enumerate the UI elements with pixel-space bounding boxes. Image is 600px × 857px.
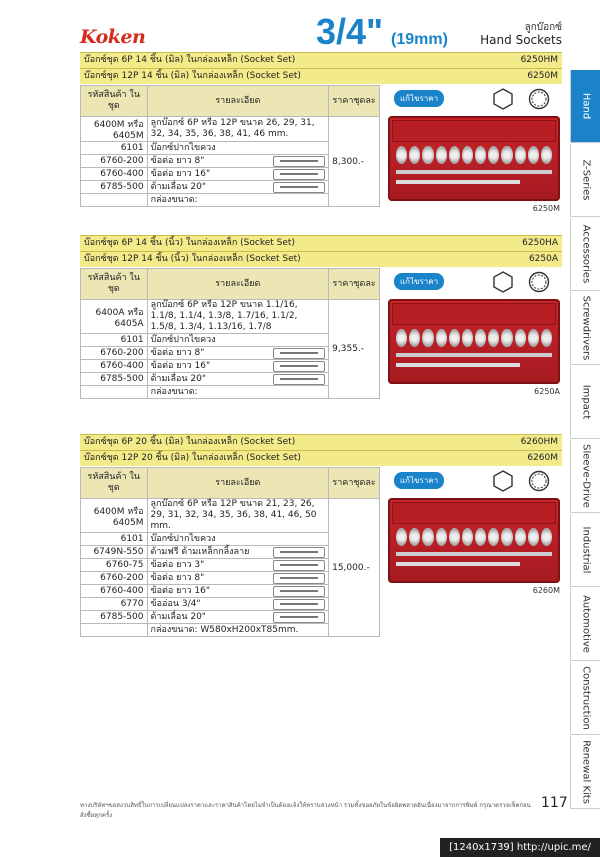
socket xyxy=(436,528,447,546)
set-code: 6250HA xyxy=(522,238,558,248)
item-code: 6749N-550 xyxy=(81,546,148,559)
tab-label: Industrial xyxy=(580,526,592,574)
item-detail xyxy=(147,373,329,386)
item-detail-text: ด้ามเลื่อน 20" xyxy=(150,611,206,622)
sliding-handle xyxy=(396,363,520,367)
item-detail xyxy=(147,334,329,347)
socket xyxy=(541,329,552,347)
item-detail-text: กล่องขนาด: W580xH200xT85mm. xyxy=(150,624,299,635)
tab-label: Accessories xyxy=(580,224,592,284)
item-detail-row xyxy=(151,374,326,385)
item-detail-row xyxy=(151,182,326,193)
item-detail-text: ข้อต่อ ยาว 16" xyxy=(150,360,211,371)
socket xyxy=(541,146,552,164)
item-detail xyxy=(147,585,329,598)
socket xyxy=(449,329,460,347)
category-thai: ลูกบ๊อกซ์ xyxy=(524,22,562,33)
item-code: 6101 xyxy=(81,334,148,347)
set-case-image xyxy=(388,470,562,610)
socket xyxy=(462,528,473,546)
tab-label: Screwdrivers xyxy=(580,295,592,361)
item-detail xyxy=(147,611,329,624)
socket xyxy=(475,528,486,546)
item-detail xyxy=(147,155,329,168)
case-lid xyxy=(392,303,556,325)
item-detail-row xyxy=(151,573,326,584)
case-model-label: 6260M xyxy=(532,586,560,595)
set-title-bar xyxy=(80,68,562,84)
tab-z-series[interactable] xyxy=(570,144,600,217)
set-title-bar xyxy=(80,251,562,267)
tab-screwdrivers[interactable] xyxy=(570,292,600,365)
item-code: 6760-400 xyxy=(81,585,148,598)
item-detail-text: ด้ามเลื่อน 20" xyxy=(150,373,207,384)
column-detail-header: รายละเอียด xyxy=(147,269,329,300)
set-code: 6250HM xyxy=(520,55,558,65)
item-detail-text: ด้ามเลื่อน 20" xyxy=(150,181,207,192)
column-price-header: ราคาชุดละ xyxy=(329,269,380,300)
item-detail xyxy=(147,360,329,373)
red-tool-case xyxy=(388,299,560,384)
tab-construction[interactable] xyxy=(570,662,600,735)
item-code: 6101 xyxy=(81,142,148,155)
socket xyxy=(501,528,512,546)
set-price: 15,000.- xyxy=(329,499,380,637)
sliding-handle xyxy=(396,562,520,566)
item-detail-row xyxy=(151,560,326,571)
item-detail-text: ด้ามฟรี ด้ามเหล็กกลิ้งลาย xyxy=(150,546,250,557)
set-title-bar xyxy=(80,434,562,450)
tab-label: Renewal Kits xyxy=(580,740,592,804)
set-code: 6260M xyxy=(527,453,558,463)
item-detail-text: บ๊อกซ์ปากไขควง xyxy=(150,142,216,153)
item-detail-text: ข้ออ่อน 3/4" xyxy=(150,598,201,609)
extension-bar xyxy=(396,552,552,556)
case-lid xyxy=(392,120,556,142)
tab-label: Automotive xyxy=(580,595,592,653)
item-code: 6101 xyxy=(81,533,148,546)
tool-icon xyxy=(273,547,325,558)
item-detail-row xyxy=(151,534,326,545)
item-detail xyxy=(147,117,329,142)
price-revised-badge: แก้ไขราคา xyxy=(394,273,444,290)
tool-icon xyxy=(273,361,325,372)
item-code: 6760-75 xyxy=(81,559,148,572)
item-detail-row xyxy=(151,625,326,636)
socket xyxy=(449,146,460,164)
set-case-image xyxy=(388,88,562,228)
socket xyxy=(475,329,486,347)
footnote: ทางบริษัทฯขอสงวนสิทธิ์ในการเปลี่ยนแปลงราคาและราคาสินค้าโดยไม่จำเป็นต้องแจ้งให้ทราบล่วงหน้า รวมทั้งขออภัยในข้อผิดพลาดอันเนื่องมาจากการพิมพ์ กรุณาตรวจเช็คก่อนสั่งซื้อทุกครั้ง xyxy=(80,802,531,819)
column-code-header: รหัสสินค้า ในชุด xyxy=(81,468,148,499)
item-detail-text: ลูกบ๊อกซ์ 6P หรือ 12P ขนาด 1.1/16, 1.1/8, 1.1/4, 1.3/8, 1.7/16, 1.1/2, 1.5/8, 1.3/4, 1.13/16, 1.7/8 xyxy=(150,300,298,332)
column-price-header: ราคาชุดละ xyxy=(329,468,380,499)
price-revised-badge: แก้ไขราคา xyxy=(394,472,444,489)
socket xyxy=(396,146,407,164)
item-detail xyxy=(147,598,329,611)
item-detail-text: บ๊อกซ์ปากไขควง xyxy=(150,533,216,544)
red-tool-case xyxy=(388,116,560,201)
item-detail-row xyxy=(151,547,326,558)
item-code xyxy=(81,386,148,399)
hex-socket-icon xyxy=(492,470,514,492)
socket xyxy=(541,528,552,546)
tab-industrial[interactable] xyxy=(570,514,600,587)
item-detail xyxy=(147,142,329,155)
socket xyxy=(422,329,433,347)
tool-icon xyxy=(273,560,325,571)
item-detail xyxy=(147,559,329,572)
red-tool-case xyxy=(388,498,560,583)
item-detail xyxy=(147,168,329,181)
socket xyxy=(396,329,407,347)
tab-sleeve-drive[interactable] xyxy=(570,440,600,513)
brand-logo: Koken xyxy=(80,26,146,48)
tool-icon xyxy=(273,573,325,584)
item-code xyxy=(81,624,148,637)
socket xyxy=(462,146,473,164)
socket xyxy=(409,528,420,546)
item-detail-row xyxy=(151,348,326,359)
socket xyxy=(515,329,526,347)
item-detail xyxy=(147,181,329,194)
tab-renewal-kits[interactable] xyxy=(570,736,600,809)
sliding-handle xyxy=(396,180,520,184)
item-detail xyxy=(147,347,329,360)
tool-icon xyxy=(273,156,325,167)
set-case-image xyxy=(388,271,562,411)
item-detail xyxy=(147,624,329,637)
item-code: 6785-500 xyxy=(81,181,148,194)
set-title: บ๊อกซ์ชุด 12P 20 ชิ้น (มิล) ในกล่องเหล็ก (Socket Set) xyxy=(84,453,301,463)
case-lid xyxy=(392,502,556,524)
item-detail-row xyxy=(151,335,326,346)
column-detail-header: รายละเอียด xyxy=(147,468,329,499)
set-title: บ๊อกซ์ชุด 6P 14 ชิ้น (นิ้ว) ในกล่องเหล็ก (Socket Set) xyxy=(84,238,295,248)
section-6250 xyxy=(80,52,562,212)
table-row xyxy=(81,300,380,334)
image-credit: [1240x1739] http://upic.me/ xyxy=(440,838,600,857)
socket-row xyxy=(396,329,552,347)
item-detail-text: ข้อต่อ ยาว 8" xyxy=(150,155,205,166)
tab-impact[interactable] xyxy=(570,366,600,439)
tool-icon xyxy=(273,374,325,385)
tab-hand[interactable] xyxy=(570,70,600,143)
item-detail-text: กล่องขนาด: xyxy=(150,386,198,397)
socket xyxy=(475,146,486,164)
set-title: บ๊อกซ์ชุด 6P 20 ชิ้น (มิล) ในกล่องเหล็ก (Socket Set) xyxy=(84,437,296,447)
tab-label: Hand xyxy=(580,92,592,120)
category-english: Hand Sockets xyxy=(480,33,562,47)
tool-icon xyxy=(273,169,325,180)
item-detail-text: ข้อต่อ ยาว 8" xyxy=(150,572,205,583)
socket-row xyxy=(396,528,552,546)
item-code: 6400M หรือ 6405M xyxy=(81,499,148,533)
table-row xyxy=(81,499,380,533)
column-detail-header: รายละเอียด xyxy=(147,86,329,117)
hex-socket-icon xyxy=(492,88,514,110)
spec-table xyxy=(80,85,380,207)
section-6250a xyxy=(80,235,562,410)
socket xyxy=(396,528,407,546)
socket xyxy=(488,528,499,546)
item-detail-text: ลูกบ๊อกซ์ 6P หรือ 12P ขนาด 26, 29, 31, 32, 34, 35, 36, 38, 41, 46 mm. xyxy=(150,118,315,139)
item-detail-row xyxy=(151,300,326,333)
item-detail-text: กล่องขนาด: xyxy=(150,194,198,205)
socket xyxy=(449,528,460,546)
set-title-bar xyxy=(80,52,562,68)
socket xyxy=(422,528,433,546)
socket xyxy=(528,329,539,347)
socket xyxy=(436,146,447,164)
item-detail xyxy=(147,300,329,334)
set-title: บ๊อกซ์ชุด 6P 14 ชิ้น (มิล) ในกล่องเหล็ก (Socket Set) xyxy=(84,55,296,65)
price-revised-badge: แก้ไขราคา xyxy=(394,90,444,107)
drive-size: 3/4" xyxy=(316,11,384,52)
drive-size-mm: (19mm) xyxy=(391,31,448,48)
item-code: 6760-200 xyxy=(81,155,148,168)
item-detail-row xyxy=(151,361,326,372)
tool-icon xyxy=(273,586,325,597)
item-detail xyxy=(147,499,329,533)
set-code: 6250A xyxy=(528,254,558,264)
item-detail-row xyxy=(151,143,326,154)
extension-bar xyxy=(396,170,552,174)
item-code: 6770 xyxy=(81,598,148,611)
item-detail-row xyxy=(151,195,326,206)
socket xyxy=(528,146,539,164)
item-code: 6785-500 xyxy=(81,611,148,624)
column-code-header: รหัสสินค้า ในชุด xyxy=(81,86,148,117)
item-detail-row xyxy=(151,387,326,398)
item-code xyxy=(81,194,148,207)
socket xyxy=(488,146,499,164)
tool-icon xyxy=(273,612,325,623)
item-code: 6760-200 xyxy=(81,347,148,360)
tool-icon xyxy=(273,599,325,610)
tab-label: Impact xyxy=(580,384,592,420)
item-detail xyxy=(147,572,329,585)
spec-table xyxy=(80,467,380,637)
item-detail-row xyxy=(151,612,326,623)
item-detail-text: ข้อต่อ ยาว 16" xyxy=(150,585,211,596)
bi-hex-socket-icon xyxy=(528,271,550,293)
item-detail xyxy=(147,386,329,399)
set-price: 9,355.- xyxy=(329,300,380,399)
item-code: 6760-200 xyxy=(81,572,148,585)
tool-icon xyxy=(273,182,325,193)
socket xyxy=(501,329,512,347)
socket-row xyxy=(396,146,552,164)
socket xyxy=(462,329,473,347)
set-title: บ๊อกซ์ชุด 12P 14 ชิ้น (นิ้ว) ในกล่องเหล็ก (Socket Set) xyxy=(84,254,301,264)
set-price: 8,300.- xyxy=(329,117,380,207)
set-title-bar xyxy=(80,235,562,251)
bi-hex-socket-icon xyxy=(528,470,550,492)
hex-socket-icon xyxy=(492,271,514,293)
item-detail xyxy=(147,533,329,546)
item-code: 6760-400 xyxy=(81,168,148,181)
socket xyxy=(422,146,433,164)
item-detail xyxy=(147,194,329,207)
column-price-header: ราคาชุดละ xyxy=(329,86,380,117)
socket xyxy=(488,329,499,347)
item-detail xyxy=(147,546,329,559)
case-model-label: 6250M xyxy=(532,204,560,213)
set-title: บ๊อกซ์ชุด 12P 14 ชิ้น (มิล) ในกล่องเหล็ก (Socket Set) xyxy=(84,71,301,81)
item-detail-row xyxy=(151,169,326,180)
item-code: 6760-400 xyxy=(81,360,148,373)
socket xyxy=(528,528,539,546)
extension-bar xyxy=(396,353,552,357)
socket xyxy=(515,146,526,164)
tab-automotive[interactable] xyxy=(570,588,600,661)
tab-label: Z-Series xyxy=(580,159,592,201)
socket xyxy=(436,329,447,347)
section-6260 xyxy=(80,434,562,654)
case-model-label: 6250A xyxy=(534,387,560,396)
tab-label: Sleeve-Drive xyxy=(580,444,592,508)
item-code: 6400A หรือ 6405A xyxy=(81,300,148,334)
tab-label: Construction xyxy=(580,666,592,730)
set-code: 6250M xyxy=(527,71,558,81)
column-code-header: รหัสสินค้า ในชุด xyxy=(81,269,148,300)
socket xyxy=(501,146,512,164)
table-row xyxy=(81,117,380,142)
set-code: 6260HM xyxy=(520,437,558,447)
bi-hex-socket-icon xyxy=(528,88,550,110)
tool-icon xyxy=(273,348,325,359)
socket xyxy=(409,146,420,164)
spec-table xyxy=(80,268,380,399)
set-title-bar xyxy=(80,450,562,466)
page-number: 117 xyxy=(541,795,568,811)
item-detail-text: ข้อต่อ ยาว 8" xyxy=(150,347,205,358)
socket xyxy=(409,329,420,347)
item-detail-text: ลูกบ๊อกซ์ 6P หรือ 12P ขนาด 21, 23, 26, 29, 31, 32, 34, 35, 36, 38, 41, 46, 50 mm. xyxy=(150,499,317,531)
tab-accessories[interactable] xyxy=(570,218,600,291)
item-detail-text: ข้อต่อ ยาว 16" xyxy=(150,168,211,179)
item-detail-row xyxy=(151,586,326,597)
item-code: 6785-500 xyxy=(81,373,148,386)
socket xyxy=(515,528,526,546)
item-detail-text: ข้อต่อ ยาว 3" xyxy=(150,559,205,570)
item-code: 6400M หรือ 6405M xyxy=(81,117,148,142)
item-detail-text: บ๊อกซ์ปากไขควง xyxy=(150,334,216,345)
item-detail-row xyxy=(151,156,326,167)
item-detail-row xyxy=(151,499,326,532)
item-detail-row xyxy=(151,599,326,610)
item-detail-row xyxy=(151,118,326,140)
